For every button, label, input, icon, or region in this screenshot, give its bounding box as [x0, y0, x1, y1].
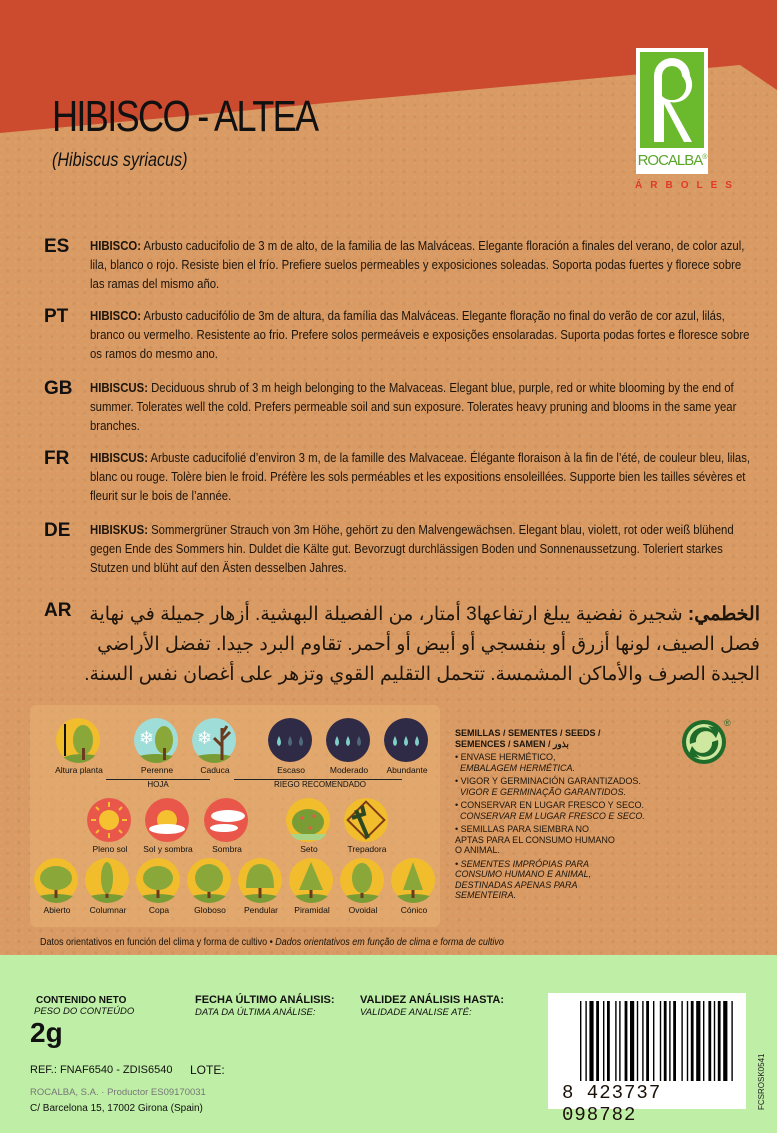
barcode-number: 8 423737 098782	[562, 1082, 662, 1126]
sun-shade-icon	[145, 798, 190, 843]
description-text: HIBISCUS: Deciduous shrub of 3 m heigh belonging to the Malvaceas. Elegant blue, purple, red or white blooming by the end of summer. Tolerates well the cold. Prefers permeable soil and sun exposure. Tolerates heavy pruning and blooms in the same year branches.	[90, 380, 737, 433]
leaf-group-label: HOJA	[147, 780, 169, 789]
tree-shape-label: Cónico	[400, 905, 428, 915]
net-content-label-pt: PESO DO CONTEÚDO	[34, 1006, 135, 1017]
care-icons-panel	[30, 705, 440, 927]
scientific-name: (Hibiscus syriacus)	[52, 150, 188, 171]
barcode-bar	[589, 1001, 593, 1081]
barcode-bar	[646, 1001, 649, 1081]
tree-shape-cónico-icon	[391, 858, 436, 903]
barcode-bar	[681, 1001, 682, 1081]
full-sun-icon	[87, 798, 132, 843]
plant-height-icon	[56, 718, 101, 763]
barcode-bar	[630, 1001, 634, 1081]
lang-code: GB	[44, 378, 73, 399]
logo-r-icon	[640, 52, 704, 148]
water-moderate-label: Moderado	[329, 765, 369, 775]
description-text: HIBISCO: Arbusto caducifólio de 3m de altura, da família das Malváceas. Elegante floração no final do verão de cor azul, lilás, branco ou vermelho. Resistente ao frio. Prefere solos permeáveis e exposições ensolaradas. Suporta podas fortes e floresce sobre os ramos do mesmo ano.	[90, 308, 750, 361]
address: C/ Barcelona 15, 17002 Girona (Spain)	[30, 1103, 203, 1114]
climber-label: Trepadora	[347, 844, 387, 854]
barcode-bar	[718, 1001, 721, 1081]
last-analysis-label-pt: DATA DA ÚLTIMA ANÁLISE:	[195, 1007, 316, 1018]
description-ar	[30, 600, 760, 690]
disclaimer: Datos orientativos en función del clima y forma de cultivo • Dados orientativos em função de clima e forma de cultivo	[40, 937, 504, 948]
tree-shape-ovoidal-icon	[340, 858, 385, 903]
barcode-bar	[731, 1001, 732, 1081]
seeds-item: • ENVASE HERMÉTICO, EMBALAGEM HERMÉTICA.	[455, 752, 576, 773]
evergreen-label: Perenne	[140, 765, 174, 775]
hedge-icon	[286, 798, 331, 843]
seeds-heading: SEMILLAS / SEMENTES / SEEDS /	[455, 728, 601, 738]
barcode-bar	[673, 1001, 676, 1081]
water-low-label: Escaso	[277, 765, 305, 775]
barcode-bar	[653, 1001, 654, 1081]
tree-shape-copa-icon	[136, 858, 181, 903]
valid-until-label-pt: VALIDADE ANALISE ATÉ:	[360, 1007, 472, 1018]
tree-shape-piramidal-icon	[289, 858, 334, 903]
lang-code: PT	[44, 306, 69, 327]
description-gb	[30, 378, 760, 438]
producer: ROCALBA, S.A. · Productor ES09170031	[30, 1087, 206, 1098]
lang-code: ES	[44, 236, 70, 257]
barcode-bar	[669, 1001, 670, 1081]
barcode-bar	[580, 1001, 581, 1081]
barcode-bar	[691, 1001, 694, 1081]
description-fr	[30, 448, 760, 508]
barcode-bar	[664, 1001, 667, 1081]
seeds-item: • SEMENTES IMPRÓPIAS PARA CONSUMO HUMANO E ANIMAL, DESTINADAS APENAS PARA SEMENTEIRA.	[455, 858, 592, 900]
tree-shape-label: Pendular	[243, 905, 279, 915]
description-es	[30, 236, 760, 296]
tree-shape-globoso-icon	[187, 858, 232, 903]
last-analysis-label: FECHA ÚLTIMO ANÁLISIS:	[195, 994, 335, 1006]
sun-shade-label: Sol y sombra	[143, 844, 193, 854]
barcode-bar	[642, 1001, 643, 1081]
product-title: HIBISCO - ALTEA	[52, 92, 318, 141]
tree-shape-label: Copa	[148, 905, 170, 915]
logo-badge	[640, 52, 704, 148]
tree-shape-label: Globoso	[194, 905, 226, 915]
svg-text:❄: ❄	[197, 728, 213, 748]
water-high-icon	[384, 718, 429, 763]
seeds-info	[455, 728, 685, 901]
tree-shape-pendular-icon	[238, 858, 283, 903]
lang-code: DE	[44, 520, 71, 541]
plant-height-label: Altura planta	[55, 765, 103, 775]
barcode-bar	[660, 1001, 661, 1081]
barcode-bar	[625, 1001, 628, 1081]
description-pt	[30, 306, 760, 366]
barcode-bar	[703, 1001, 704, 1081]
logo-brand-name: ROCALBA®	[637, 152, 707, 169]
valid-until-label: VALIDEZ ANÁLISIS HASTA:	[360, 994, 505, 1006]
deciduous-icon	[192, 718, 237, 763]
barcode-bar	[603, 1001, 604, 1081]
description-text: HIBISCUS: Arbuste caducifolié d’environ 3 m, de la famille des Malvaceae. Élégante floraison à la fin de l’été, de couleur bleu, lilas, blanc ou rouge. Tolère bien le froid. Préfère les sols perméables et les expositions ensoleillées. Supporte bien les tailles sévères et fleurit sur le bois de l’année.	[90, 450, 751, 503]
evergreen-icon	[134, 718, 179, 763]
lang-code: AR	[44, 600, 72, 621]
tree-shape-label: Piramidal	[294, 905, 330, 915]
barcode	[548, 993, 746, 1126]
water-high-label: Abundante	[386, 765, 428, 775]
description-text: الخطمي: شجيرة نفضية يبلغ ارتفاعها3 أمتار، من الفصيلة البهشية. أزهار جميلة في نهاية فصل الصيف، لونها أزرق أو بنفسجي أو أبيض أو أحمر. تقاوم البرد جيدا. تفضل الأراضي الجيدة الصرف والأماكن المشمسة. تتحمل التقليم القوي وتزهر على أغصان نفس السنة.	[84, 604, 760, 685]
deciduous-label: Caduca	[200, 765, 230, 775]
shade-label: Sombra	[212, 844, 242, 854]
barcode-bar	[607, 1001, 610, 1081]
hedge-label: Seto	[300, 844, 318, 854]
barcode-bar	[637, 1001, 638, 1081]
description-de	[30, 520, 760, 580]
water-low-icon	[268, 718, 313, 763]
tree-shape-label: Abierto	[43, 905, 71, 915]
lang-code: FR	[44, 448, 70, 469]
seeds-item: • SEMILLAS PARA SIEMBRA NO APTAS PARA EL CONSUMO HUMANO O ANIMAL.	[455, 824, 615, 855]
svg-text:®: ®	[724, 718, 731, 728]
lot-label: LOTE:	[190, 1063, 225, 1077]
seeds-item: • CONSERVAR EN LUGAR FRESCO Y SECO. CONSERVAR EM LUGAR FRESCO E SECO.	[455, 800, 645, 821]
green-dot-recycling-icon	[682, 718, 731, 764]
seeds-item: • VIGOR Y GERMINACIÓN GARANTIZADOS. VIGOR E GERMINAÇÃO GARANTIDOS.	[455, 776, 641, 797]
svg-text:❄: ❄	[139, 728, 155, 748]
barcode-bar	[585, 1001, 586, 1081]
shade-icon	[204, 798, 249, 843]
barcode-bar	[696, 1001, 700, 1081]
net-content-label: CONTENIDO NETO	[36, 995, 127, 1006]
tree-shape-columnar-icon	[85, 858, 130, 903]
barcode-bar	[615, 1001, 616, 1081]
barcode-bar	[723, 1001, 727, 1081]
barcode-bar	[619, 1001, 620, 1081]
tree-shape-label: Columnar	[89, 905, 127, 915]
description-text: HIBISCO: Arbusto caducifolio de 3 m de alto, de la familia de las Malváceas. Elegante floración a finales del verano, de color azul, lila, blanco o rojo. Resiste bien el frío. Prefiere suelos permeables y exposiciones soleadas. Soporta podas fuertes y florece sobre las ramas del mismo año.	[90, 238, 745, 291]
climber-icon	[344, 798, 389, 843]
barcode-bar	[708, 1001, 711, 1081]
description-text: HIBISKUS: Sommergrüner Strauch von 3m Höhe, gehört zu den Malvengewächsen. Elegant blau, violett, rot oder weiß blühend gegen Ende des Sommers hin. Duldet die Kälte gut. Bevorzugt durchlässigen Boden und Sonnenaussetzung. Toleriert starkes Stutzen und blüht auf den Ästen desselben Jahres.	[90, 522, 734, 575]
barcode-bar	[596, 1001, 599, 1081]
print-code: FCSROSK0541	[757, 1053, 766, 1110]
logo-category: ÁRBOLES	[635, 180, 740, 191]
tree-shape-label: Ovoidal	[348, 905, 378, 915]
barcode-bar	[687, 1001, 688, 1081]
seeds-heading-2: SEMENCES / SAMEN / بذور	[455, 738, 569, 749]
tree-shape-abierto-icon	[34, 858, 79, 903]
water-moderate-icon	[326, 718, 371, 763]
watering-group-label: RIEGO RECOMENDADO	[273, 780, 366, 789]
net-content-value: 2g	[30, 1017, 63, 1048]
full-sun-label: Pleno sol	[92, 844, 128, 854]
barcode-bar	[714, 1001, 715, 1081]
reference-code: REF.: FNAF6540 - ZDIS6540	[30, 1064, 173, 1076]
rocalba-logo	[636, 48, 708, 174]
